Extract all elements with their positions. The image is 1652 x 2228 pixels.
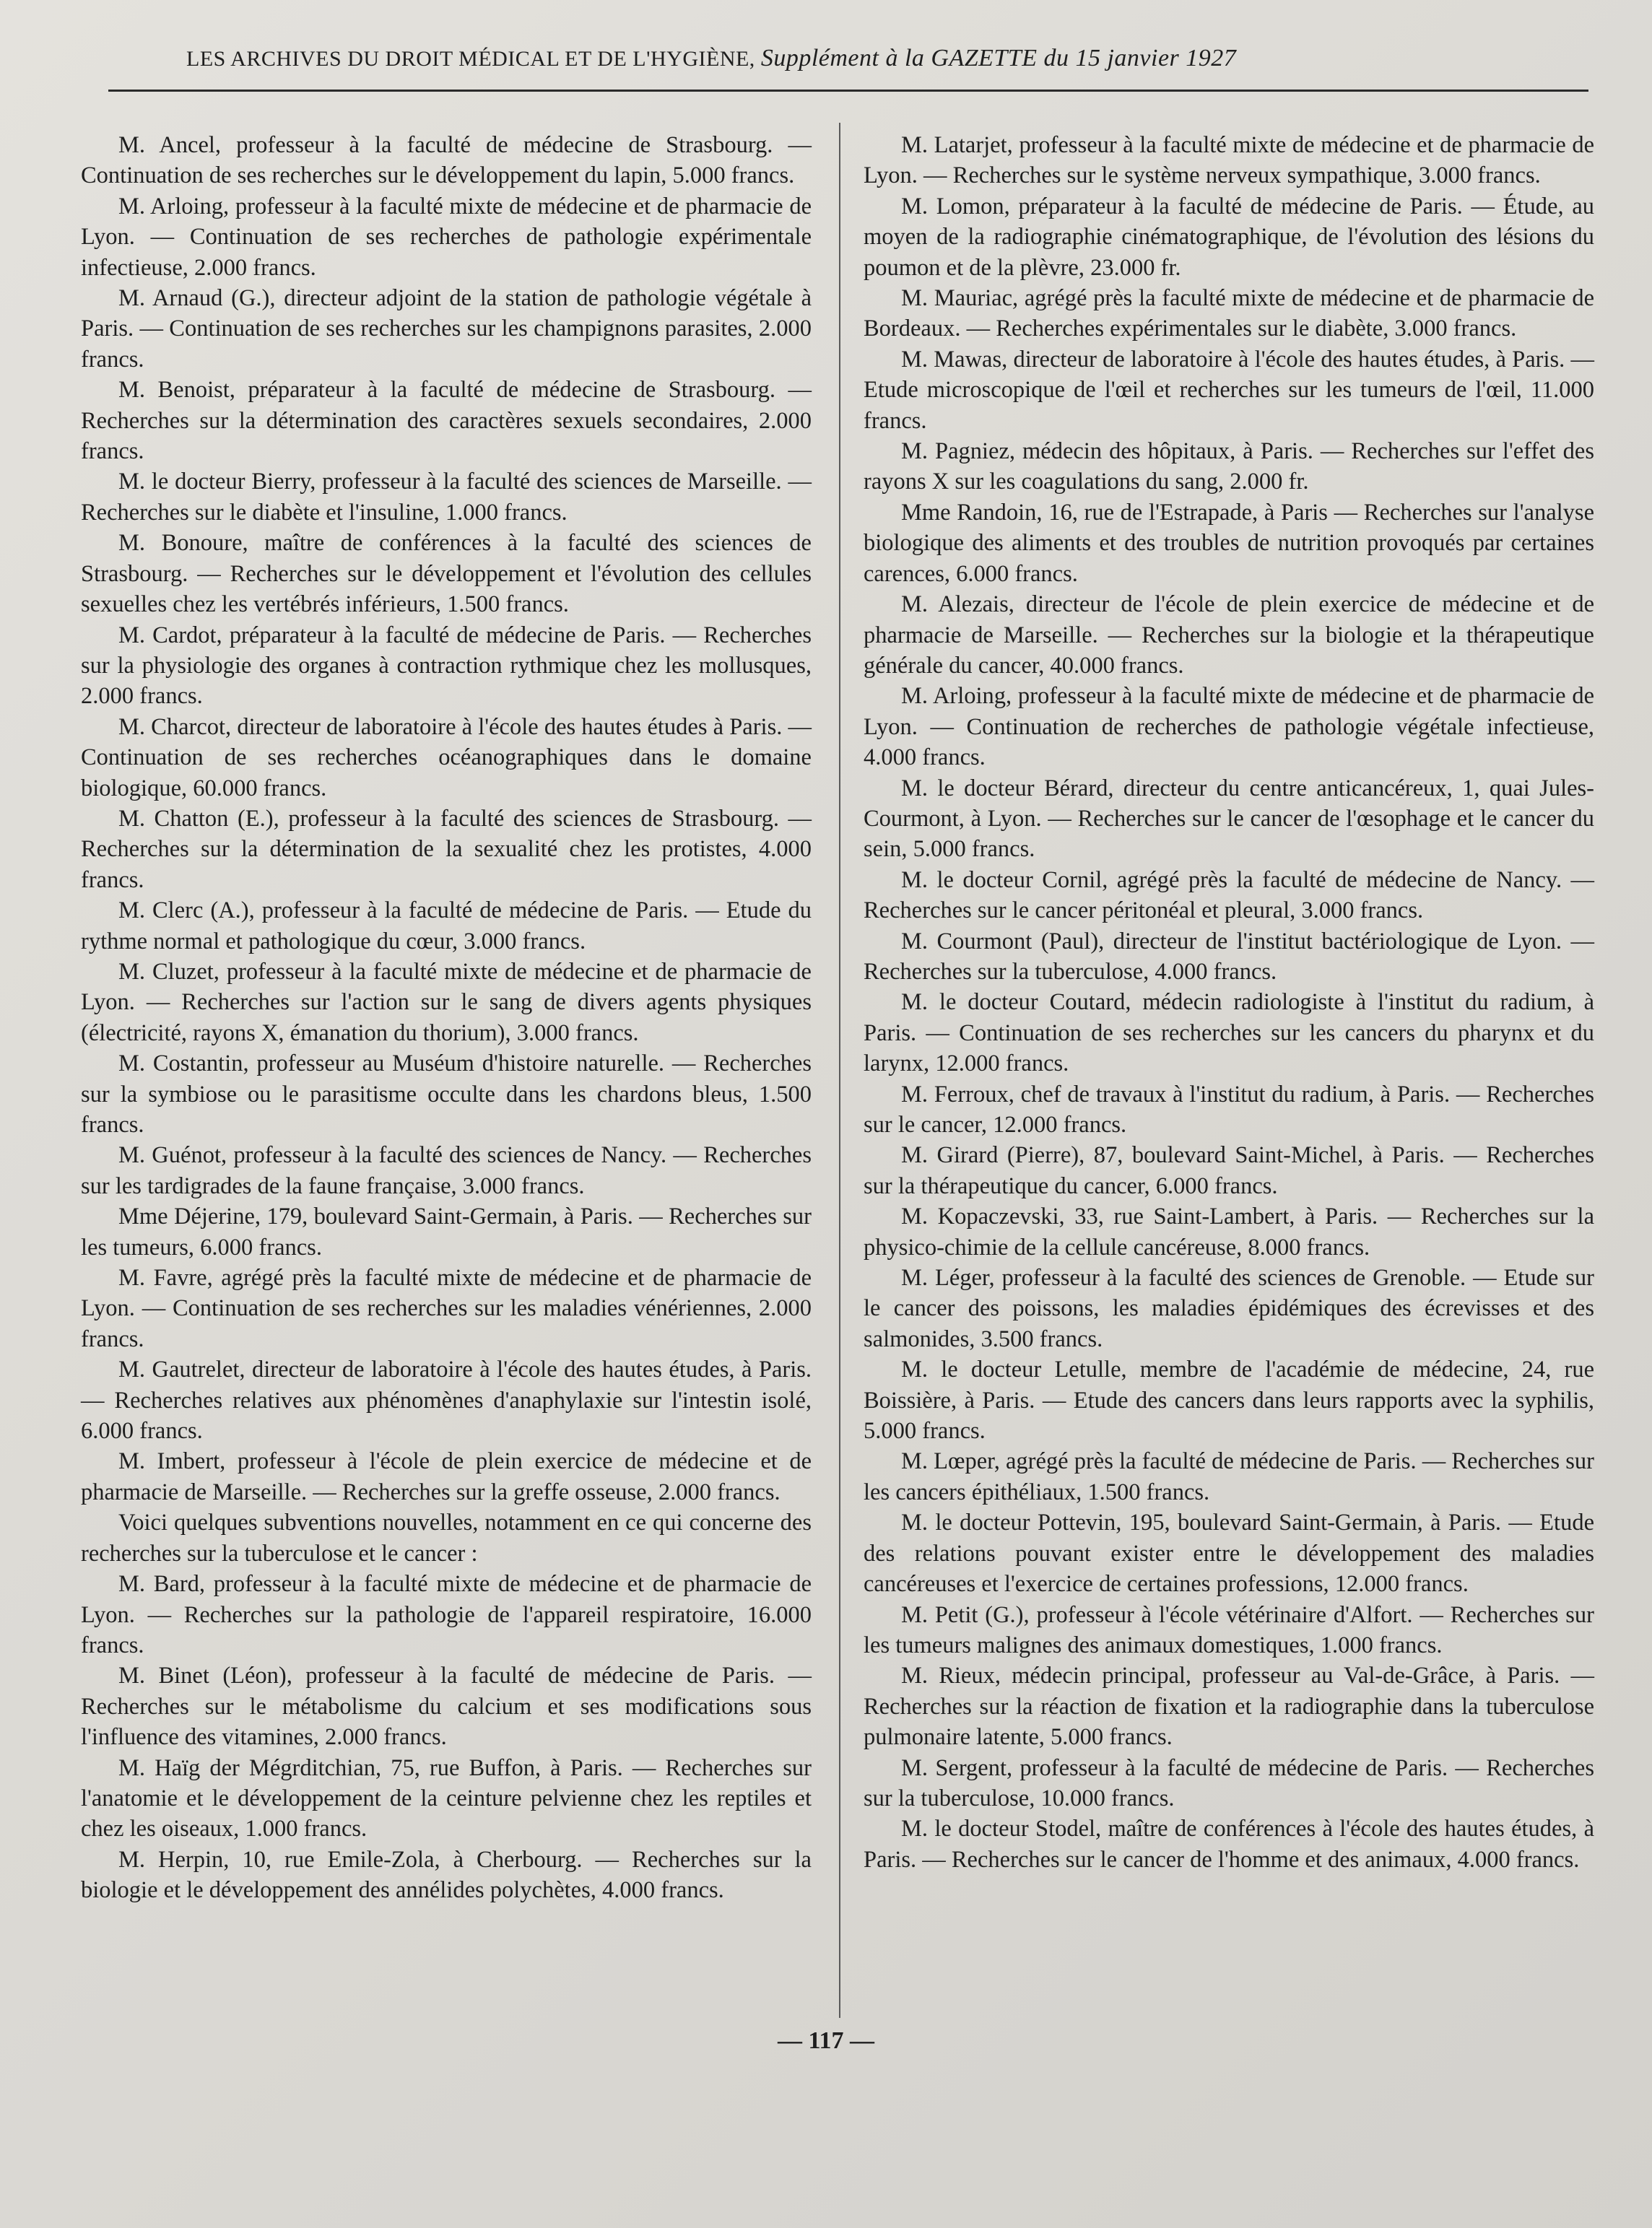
grant-entry: M. Arloing, professeur à la faculté mixte de médecine et de pharmacie de Lyon. — Continuation de ses recherches de pathologie expérimentale infectieuse, 2.000 francs. bbox=[81, 193, 812, 281]
grant-entry: M. le docteur Cornil, agrégé près la faculté de médecine de Nancy. — Recherches sur le cancer péritonéal et pleural, 3.000 francs. bbox=[864, 866, 1594, 924]
grant-entry: M. Arloing, professeur à la faculté mixte de médecine et de pharmacie de Lyon. — Continuation de recherches de pathologie végétale infectieuse, 4.000 francs. bbox=[864, 683, 1594, 771]
grant-entry: M. Haïg der Mégrditchian, 75, rue Buffon, à Paris. — Recherches sur l'anatomie et le développement de la ceinture pelvienne chez les reptiles et chez les oiseaux, 1.000 francs. bbox=[81, 1754, 812, 1842]
grant-entry: M. Benoist, préparateur à la faculté de médecine de Strasbourg. — Recherches sur la détermination des caractères sexuels secondaires, 2.000 francs. bbox=[81, 377, 812, 465]
grant-entry: M. Imbert, professeur à l'école de plein exercice de médecine et de pharmacie de Marseille. — Recherches sur la greffe osseuse, 2.000 francs. bbox=[81, 1448, 812, 1505]
supplement-line: Supplément à la GAZETTE du 15 janvier 1927 bbox=[760, 45, 1237, 71]
grant-entry: M. Mawas, directeur de laboratoire à l'école des hautes études, à Paris. — Etude microscopique de l'œil et recherches sur les tumeurs de l'œil, 11.000 francs. bbox=[864, 346, 1594, 434]
grant-entry: M. Courmont (Paul), directeur de l'institut bactériologique de Lyon. — Recherches sur la tuberculose, 4.000 francs. bbox=[864, 928, 1594, 985]
grant-entry: Mme Déjerine, 179, boulevard Saint-Germain, à Paris. — Recherches sur les tumeurs, 6.000 francs. bbox=[81, 1204, 812, 1261]
journal-title: LES ARCHIVES DU DROIT MÉDICAL ET DE L'HYGIÈNE, bbox=[186, 47, 755, 71]
grant-entry: M. Favre, agrégé près la faculté mixte de médecine et de pharmacie de Lyon. — Continuation de ses recherches sur les maladies vénériennes, 2.000 francs. bbox=[81, 1265, 812, 1352]
grant-entry: M. le docteur Bérard, directeur du centre anticancéreux, 1, quai Jules-Courmont, à Lyon. — Recherches sur le cancer de l'œsophage et le cancer du sein, 5.000 francs. bbox=[864, 775, 1594, 863]
running-header bbox=[186, 45, 1486, 72]
left-column bbox=[81, 130, 812, 1906]
grant-entry: Mme Randoin, 16, rue de l'Estrapade, à Paris — Recherches sur l'analyse biologique des aliments et des troubles de nutrition provoqués par certaines carences, 6.000 francs. bbox=[864, 499, 1594, 587]
grant-entry: M. Bard, professeur à la faculté mixte de médecine et de pharmacie de Lyon. — Recherches sur la pathologie de l'appareil respiratoire, 16.000 francs. bbox=[81, 1571, 812, 1658]
grant-entry: M. Costantin, professeur au Muséum d'histoire naturelle. — Recherches sur la symbiose ou le parasitisme occulte dans les chardons bleus, 1.500 francs. bbox=[81, 1050, 812, 1138]
grant-entry: M. Lœper, agrégé près la faculté de médecine de Paris. — Recherches sur les cancers épithéliaux, 1.500 francs. bbox=[864, 1448, 1594, 1505]
grant-entry: M. Petit (G.), professeur à l'école vétérinaire d'Alfort. — Recherches sur les tumeurs malignes des animaux domestiques, 1.000 francs. bbox=[864, 1601, 1594, 1658]
grant-entry: M. Sergent, professeur à la faculté de médecine de Paris. — Recherches sur la tuberculose, 10.000 francs. bbox=[864, 1754, 1594, 1811]
grant-entry: M. Cluzet, professeur à la faculté mixte de médecine et de pharmacie de Lyon. — Recherches sur l'action sur le sang de divers agents physiques (électricité, rayons X, émanation du thorium), 3.000 francs. bbox=[81, 958, 812, 1046]
right-column bbox=[864, 130, 1594, 1875]
grant-entry: M. Girard (Pierre), 87, boulevard Saint-Michel, à Paris. — Recherches sur la thérapeutique du cancer, 6.000 francs. bbox=[864, 1142, 1594, 1199]
grant-entry: M. le docteur Letulle, membre de l'académie de médecine, 24, rue Boissière, à Paris. — Etude des cancers dans leurs rapports avec la syphilis, 5.000 francs. bbox=[864, 1357, 1594, 1445]
grant-entry: M. le docteur Pottevin, 195, boulevard Saint-Germain, à Paris. — Etude des relations pouvant exister entre le développement des maladies cancéreuses et l'exercice de certaines professions, 12.000 francs. bbox=[864, 1510, 1594, 1598]
grant-entry: M. Alezais, directeur de l'école de plein exercice de médecine et de pharmacie de Marseille. — Recherches sur la biologie et la thérapeutique générale du cancer, 40.000 francs. bbox=[864, 591, 1594, 679]
grant-entry: M. Gautrelet, directeur de laboratoire à l'école des hautes études, à Paris. — Recherches relatives aux phénomènes d'anaphylaxie sur l'intestin isolé, 6.000 francs. bbox=[81, 1357, 812, 1445]
grant-entry: M. Cardot, préparateur à la faculté de médecine de Paris. — Recherches sur la physiologie des organes à contraction rythmique chez les mollusques, 2.000 francs. bbox=[81, 622, 812, 710]
page-number: — 117 — bbox=[777, 2027, 875, 2054]
grant-entry: M. Latarjet, professeur à la faculté mixte de médecine et de pharmacie de Lyon. — Recherches sur le système nerveux sympathique, 3.000 francs. bbox=[864, 132, 1594, 189]
grant-entry: M. Pagniez, médecin des hôpitaux, à Paris. — Recherches sur l'effet des rayons X sur les coagulations du sang, 2.000 fr. bbox=[864, 438, 1594, 495]
grant-entry: M. Charcot, directeur de laboratoire à l'école des hautes études à Paris. — Continuation de ses recherches océanographiques dans le domaine biologique, 60.000 francs. bbox=[81, 713, 812, 801]
grant-entry: M. Herpin, 10, rue Emile-Zola, à Cherbourg. — Recherches sur la biologie et le développement des annélides polychètes, 4.000 francs. bbox=[81, 1846, 812, 1904]
grant-entry: M. Binet (Léon), professeur à la faculté de médecine de Paris. — Recherches sur le métabolisme du calcium et ses modifications sous l'influence des vitamines, 2.000 francs. bbox=[81, 1663, 812, 1751]
grant-entry: M. Mauriac, agrégé près la faculté mixte de médecine et de pharmacie de Bordeaux. — Recherches expérimentales sur le diabète, 3.000 francs. bbox=[864, 285, 1594, 342]
grant-entry: M. Lomon, préparateur à la faculté de médecine de Paris. — Étude, au moyen de la radiographie cinématographique, de l'évolution des lésions du poumon et de la plèvre, 23.000 fr. bbox=[864, 193, 1594, 281]
grant-entry: M. Ferroux, chef de travaux à l'institut du radium, à Paris. — Recherches sur le cancer, 12.000 francs. bbox=[864, 1081, 1594, 1138]
grant-entry: M. Ancel, professeur à la faculté de médecine de Strasbourg. — Continuation de ses recherches sur le développement du lapin, 5.000 francs. bbox=[81, 132, 812, 189]
grant-entry: M. Chatton (E.), professeur à la faculté des sciences de Strasbourg. — Recherches sur la détermination de la sexualité chez les protistes, 4.000 francs. bbox=[81, 805, 812, 893]
header-rule bbox=[108, 90, 1588, 92]
grant-entry: M. le docteur Coutard, médecin radiologiste à l'institut du radium, à Paris. — Continuation de ses recherches sur les cancers du pharynx et du larynx, 12.000 francs. bbox=[864, 989, 1594, 1077]
grant-entry: M. Kopaczevski, 33, rue Saint-Lambert, à Paris. — Recherches sur la physico-chimie de la cellule cancéreuse, 8.000 francs. bbox=[864, 1204, 1594, 1261]
grant-entry: M. Bonoure, maître de conférences à la faculté des sciences de Strasbourg. — Recherches sur le développement et l'évolution des cellules sexuelles chez les vertébrés inférieurs, 1.500 francs. bbox=[81, 530, 812, 618]
grant-entry: M. Guénot, professeur à la faculté des sciences de Nancy. — Recherches sur les tardigrades de la faune française, 3.000 francs. bbox=[81, 1142, 812, 1199]
grant-entry: M. Rieux, médecin principal, professeur au Val-de-Grâce, à Paris. — Recherches sur la réaction de fixation et la radiographie dans la tuberculose pulmonaire latente, 5.000 francs. bbox=[864, 1663, 1594, 1751]
grant-entry: Voici quelques subventions nouvelles, notamment en ce qui concerne des recherches sur la tuberculose et le cancer : bbox=[81, 1510, 812, 1567]
grant-entry: M. Léger, professeur à la faculté des sciences de Grenoble. — Etude sur le cancer des poissons, les maladies épidémiques des écrevisses et des salmonides, 3.500 francs. bbox=[864, 1265, 1594, 1352]
grant-entry: M. le docteur Bierry, professeur à la faculté des sciences de Marseille. — Recherches sur le diabète et l'insuline, 1.000 francs. bbox=[81, 469, 812, 526]
grant-entry: M. Arnaud (G.), directeur adjoint de la station de pathologie végétale à Paris. — Continuation de ses recherches sur les champignons parasites, 2.000 francs. bbox=[81, 285, 812, 373]
grant-entry: M. le docteur Stodel, maître de conférences à l'école des hautes études, à Paris. — Recherches sur le cancer de l'homme et des animaux, 4.000 francs. bbox=[864, 1816, 1594, 1873]
grant-entry: M. Clerc (A.), professeur à la faculté de médecine de Paris. — Etude du rythme normal et pathologique du cœur, 3.000 francs. bbox=[81, 897, 812, 954]
column-divider bbox=[839, 123, 840, 2018]
